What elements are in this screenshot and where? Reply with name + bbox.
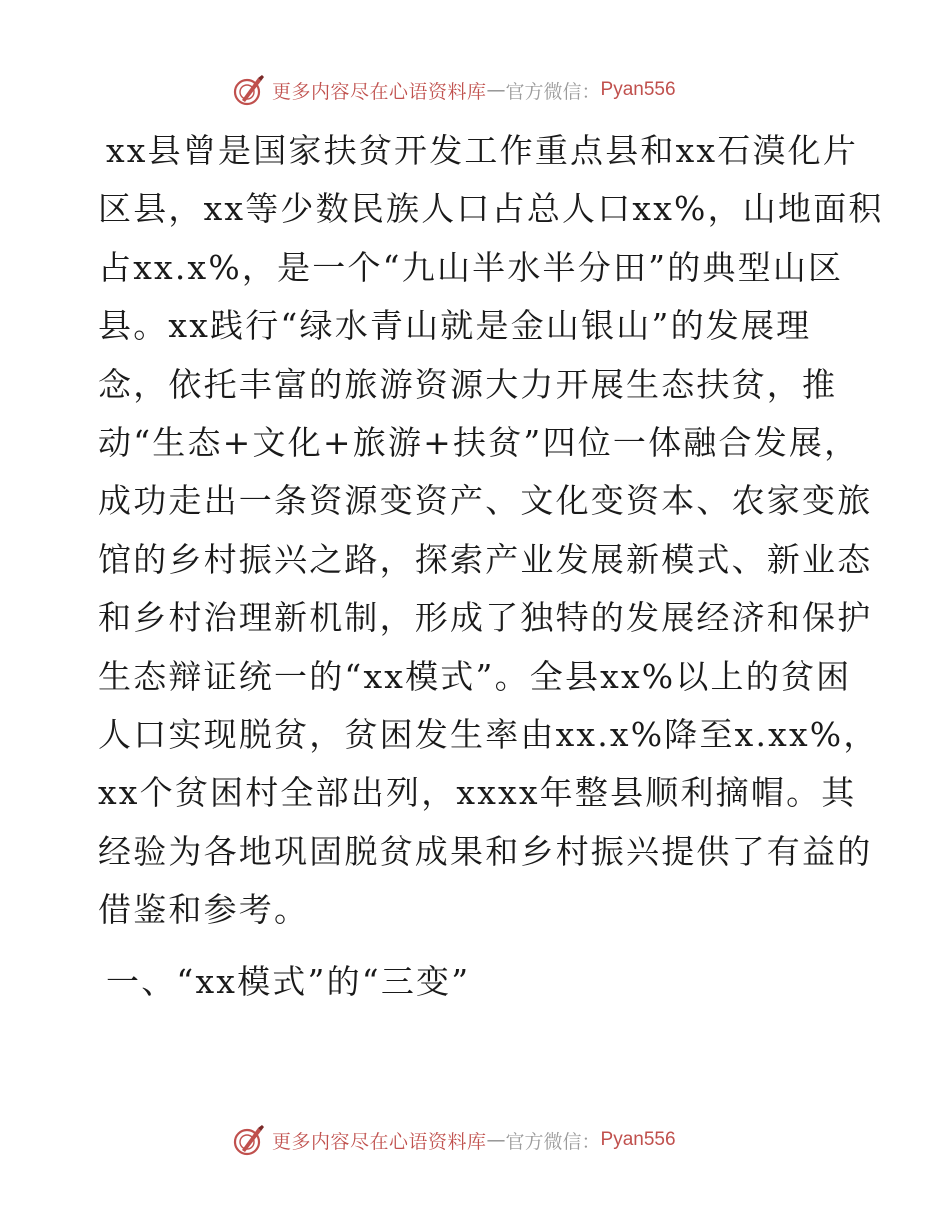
watermark-wechat-id: Pyan556	[600, 1129, 676, 1150]
body-line: xx个贫困村全部出列，xxxx年整县顺利摘帽。其	[98, 773, 857, 813]
pen-logo-icon	[232, 1123, 266, 1157]
pen-logo-icon	[232, 73, 266, 107]
watermark-separator: —	[486, 79, 506, 101]
watermark-wechat-id: Pyan556	[600, 79, 676, 100]
body-line: 和乡村治理新机制，形成了独特的发展经济和保护	[98, 598, 873, 638]
body-line: 馆的乡村振兴之路，探索产业发展新模式、新业态	[98, 539, 873, 579]
watermark-wechat-label: 官方微信：	[505, 1130, 601, 1153]
body-line: 人口实现脱贫，贫困发生率由xx.x%降至x.xx%，	[98, 714, 879, 754]
body-line: 区县，xx等少数民族人口占总人口xx%，山地面积	[98, 189, 884, 229]
watermark-text: 更多内容尽在心语资料库	[272, 80, 487, 103]
body-line: 经验为各地巩固脱贫成果和乡村振兴提供了有益的	[98, 831, 873, 871]
watermark-text: 更多内容尽在心语资料库	[272, 1130, 487, 1153]
body-line: 念，依托丰富的旅游资源大力开展生态扶贫，推	[98, 364, 838, 404]
body-line: xx县曾是国家扶贫开发工作重点县和xx石漠化片	[106, 131, 859, 170]
footer-watermark	[232, 1120, 676, 1160]
watermark-wechat-label: 官方微信：	[505, 80, 601, 103]
body-line: 生态辩证统一的“xx模式”。全县xx%以上的贫困	[98, 656, 852, 696]
section-heading: 一、“xx模式”的“三变”	[106, 962, 471, 1001]
watermark-separator: —	[486, 1129, 506, 1151]
body-line: 占xx.x%，是一个“九山半水半分田”的典型山区	[98, 247, 844, 287]
body-line: 县。xx践行“绿水青山就是金山银山”的发展理	[98, 306, 812, 346]
body-line: 借鉴和参考。	[98, 890, 310, 930]
header-watermark	[232, 70, 676, 110]
body-line: 动“生态+文化+旅游+扶贫”四位一体融合发展，	[98, 422, 860, 462]
body-line: 成功走出一条资源变资产、文化变资本、农家变旅	[98, 481, 873, 521]
document-body	[98, 122, 884, 939]
